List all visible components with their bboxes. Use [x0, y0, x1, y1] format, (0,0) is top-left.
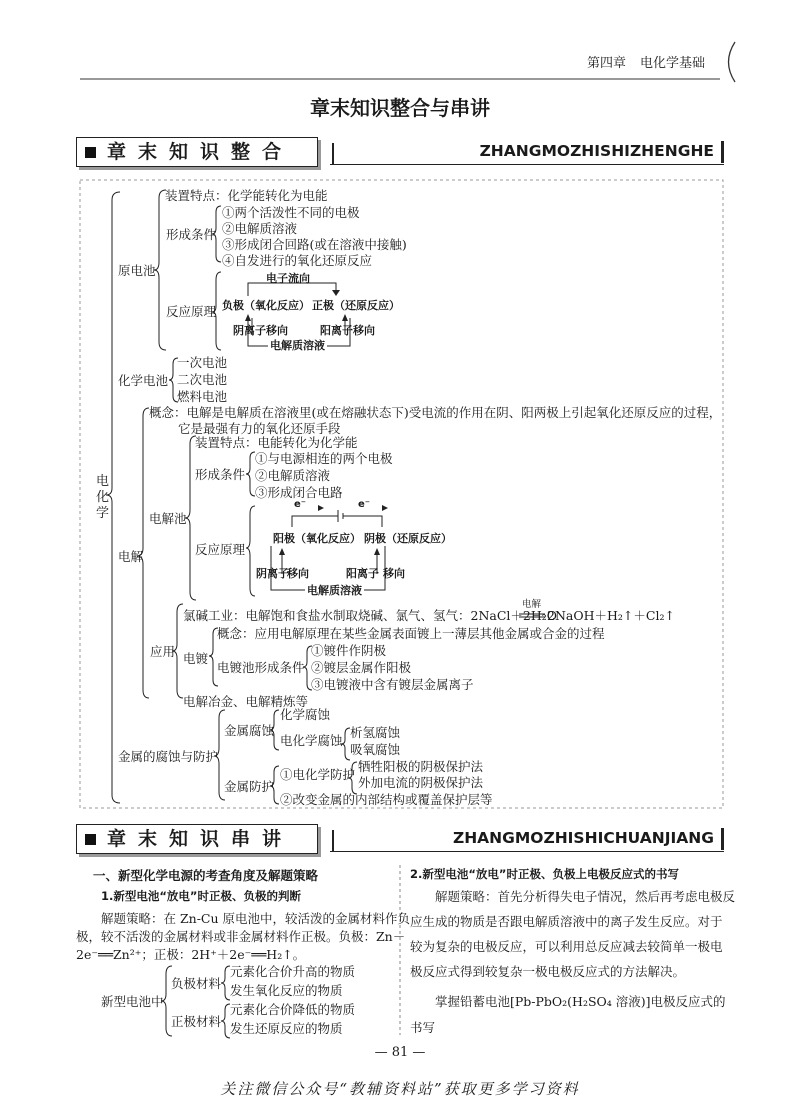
chem-power-item: 一次电池 [177, 355, 228, 370]
metallurgy-text: 电解冶金、电解精炼等 [183, 694, 309, 709]
paragraph-line: 应生成的物质是否跟电解质溶液中的离子发生反应。对于 [410, 914, 723, 929]
protection-label: 金属防护 [224, 779, 275, 794]
corrosion-label: 金属的腐蚀与防护 [118, 749, 219, 764]
negative-electrode: 负极（氧化反应） [222, 299, 310, 312]
electrolytic-cell-label: 电解池 [149, 511, 187, 526]
paragraph-line: 较为复杂的电极反应，可以利用总反应减去较简单一极电 [410, 939, 723, 954]
paragraph-line: 极，较不活泼的金属材料或非金属材料作正极。负极：Zn－ [76, 929, 406, 944]
page-number: — 81 — [374, 1045, 426, 1060]
chlor-alkali-products: 2NaOH＋H₂↑＋Cl₂↑ [547, 608, 675, 623]
anion-move-label: 移向 [287, 567, 309, 580]
electrolytic-principle-label: 反应原理 [195, 542, 246, 557]
galvanic-condition: ③形成闭合回路(或在溶液中接触) [222, 237, 407, 252]
plating-condition: ②镀层金属作阳极 [311, 660, 412, 675]
plating-cond-label: 电镀池形成条件 [217, 660, 305, 675]
plating-label: 电镀 [183, 651, 209, 666]
plating-concept: 概念：应用电解原理在某些金属表面镀上一薄层其他金属或合金的过程 [217, 626, 605, 641]
section-title: 章末知识整合 [107, 141, 294, 163]
electrochem-protection-type: 牺牲阳极的阴极保护法 [358, 759, 484, 774]
negative-material-item: 发生氧化反应的物质 [230, 983, 343, 998]
plating-condition: ③电镀液中含有镀层金属离子 [311, 677, 474, 692]
chapter-title: 电化学基础 [640, 56, 706, 71]
chapter-label: 第四章 [587, 56, 627, 71]
subheading-1: 1.新型电池“放电”时正极、负极的判断 [101, 889, 301, 903]
positive-material-label: 正极材料 [171, 1014, 222, 1029]
electron-flow-label: 电子流向 [266, 272, 310, 285]
section-english: ZHANGMOZHISHIZHENGHE [479, 142, 714, 160]
chem-power-item: 燃料电池 [177, 389, 228, 404]
chlor-alkali-text: 氯碱工业：电解饱和食盐水制取烧碱、氯气、氢气：2NaCl＋2H₂O [183, 608, 558, 623]
section-title: 章末知识串讲 [107, 828, 294, 850]
electrolytic-conditions-label: 形成条件 [195, 467, 246, 482]
galvanic-condition: ④自发进行的氧化还原反应 [222, 253, 373, 268]
anion-move-label: 阴离子移向 [233, 324, 288, 337]
paragraph-line: 掌握铅蓄电池[Pb-PbO₂(H₂SO₄ 溶液)]电极反应式的 [435, 994, 726, 1009]
electrolysis-label: 电解 [118, 549, 144, 564]
paragraph-line: 2e⁻══Zn²⁺；正极：2H⁺＋2e⁻══H₂↑。 [76, 947, 306, 962]
corrosion-type-label: 金属腐蚀 [224, 723, 275, 738]
electrochem-corrosion: 电化学腐蚀 [280, 733, 343, 748]
electron-label-left: e⁻ [294, 499, 307, 510]
section-heading: 一、新型化学电源的考查角度及解题策略 [93, 868, 319, 883]
square-bullet-icon [85, 834, 96, 845]
galvanic-condition: ①两个活泼性不同的电极 [222, 205, 360, 220]
application-label: 应用 [150, 644, 176, 659]
cathode-label: 阴极（还原反应） [364, 532, 452, 545]
electrolytic-device: 装置特点：电能转化为化学能 [195, 435, 358, 450]
galvanic-condition: ②电解质溶液 [222, 221, 298, 236]
chem-power-item: 二次电池 [177, 372, 228, 387]
electrolysis-concept: 概念：电解是电解质在溶液里(或在熔融状态下)受电流的作用在阴、阳两极上引起氧化还原反应的过程， [149, 405, 722, 420]
galvanic-principle-label: 反应原理 [166, 304, 217, 319]
chem-power-label: 化学电池 [118, 373, 169, 388]
electrochem-corrosion-type: 吸氧腐蚀 [350, 742, 401, 757]
plating-condition: ①镀件作阴极 [311, 643, 387, 658]
negative-material-item: 元素化合价升高的物质 [230, 964, 356, 979]
electrolytic-condition: ①与电源相连的两个电极 [255, 451, 393, 466]
positive-material-item: 元素化合价降低的物质 [230, 1002, 356, 1017]
cation-move-label: 阳离子移向 [320, 324, 375, 337]
paragraph-line: 极反应式得到较复杂一极电极反应式的方法解决。 [410, 964, 686, 979]
structure-protection: ②改变金属的内部结构或覆盖保护层等 [280, 792, 493, 807]
galvanic-device: 装置特点：化学能转化为电能 [165, 188, 328, 203]
chlor-alkali-condition: 电解 [522, 599, 542, 610]
electrolytic-condition: ③形成闭合电路 [255, 485, 343, 500]
anion-label: 阴离子 [256, 567, 289, 580]
negative-material-label: 负极材料 [171, 976, 222, 991]
root-label: 电化学 [96, 474, 110, 521]
cation-move-label: 移向 [383, 567, 405, 580]
paragraph-line: 书写 [410, 1020, 436, 1035]
section-banner-explanation [76, 824, 724, 854]
positive-electrode: 正极（还原反应） [312, 299, 400, 312]
electrochem-protection: ①电化学防护 [280, 767, 356, 782]
electrochem-corrosion-type: 析氢腐蚀 [350, 725, 401, 740]
cation-label: 阳离子 [346, 567, 379, 580]
page-title: 章末知识整合与串讲 [310, 96, 490, 120]
footer-note: 关注微信公众号“教辅资料站”获取更多学习资料 [220, 1080, 580, 1098]
galvanic-label: 原电池 [118, 263, 156, 278]
electrolyte-label: 电解质溶液 [270, 339, 325, 352]
chemical-corrosion: 化学腐蚀 [280, 707, 331, 722]
electron-label-right: e⁻ [358, 499, 371, 510]
electrochem-protection-type: 外加电流的阴极保护法 [358, 775, 484, 790]
galvanic-conditions-label: 形成条件 [166, 227, 217, 242]
electrolytic-condition: ②电解质溶液 [255, 468, 331, 483]
tree-root-label: 新型电池中 [101, 994, 164, 1009]
paragraph-line: 解题策略：在 Zn-Cu 原电池中，较活泼的金属材料作负 [101, 911, 411, 926]
paragraph-line: 解题策略：首先分析得失电子情况，然后再考虑电极反 [435, 889, 736, 904]
anode-label: 阳极（氧化反应） [273, 532, 361, 545]
section-english: ZHANGMOZHISHICHUANJIANG [452, 829, 714, 847]
subheading-2: 2.新型电池“放电”时正极、负极上电极反应式的书写 [410, 867, 679, 881]
electrolysis-concept: 它是最强有力的氧化还原手段 [178, 421, 341, 436]
electrolysis-electrolyte-label: 电解质溶液 [307, 584, 362, 597]
positive-material-item: 发生还原反应的物质 [230, 1021, 343, 1036]
